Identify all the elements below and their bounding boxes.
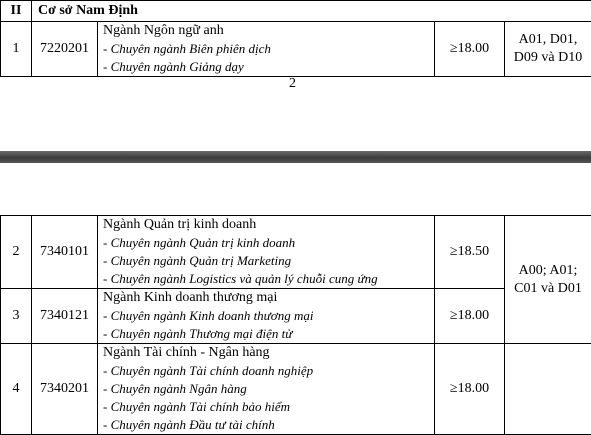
section-roman: II (1, 1, 32, 22)
row-major-cell (98, 22, 435, 77)
row-code: 7340201 (32, 344, 98, 435)
combo-line: A01, D01, (505, 31, 591, 49)
row-code: 7340101 (32, 216, 98, 289)
table-row (1, 289, 591, 344)
admission-table-bottom (0, 215, 591, 435)
page-number: 2 (289, 76, 296, 92)
row-stt: 2 (1, 216, 32, 289)
combo-line: C01 và D01 (505, 280, 591, 298)
page-separator (0, 151, 591, 163)
row-stt: 4 (1, 344, 32, 435)
row-score: ≥18.00 (435, 289, 505, 344)
row-combo (505, 216, 591, 344)
spec-item: - Chuyên ngành Biên phiên dịch (103, 40, 434, 58)
spec-item: - Chuyên ngành Quản trị Marketing (103, 252, 434, 270)
major-name: Ngành Quản trị kinh doanh (103, 216, 434, 234)
row-score: ≥18.50 (435, 216, 505, 289)
spec-item: - Chuyên ngành Quản trị kinh doanh (103, 234, 434, 252)
row-code: 7340121 (32, 289, 98, 344)
row-score: ≥18.00 (435, 22, 505, 77)
table-row (1, 344, 591, 435)
row-stt: 3 (1, 289, 32, 344)
row-stt: 1 (1, 22, 32, 77)
combo-line: A00; A01; (505, 262, 591, 280)
spec-item: - Chuyên ngành Giảng dạy (103, 58, 434, 76)
spec-item: - Chuyên ngành Tài chính bảo hiểm (103, 398, 434, 416)
spec-item: - Chuyên ngành Ngân hàng (103, 380, 434, 398)
row-major-cell (98, 344, 435, 435)
admission-table-top (0, 0, 591, 77)
row-code: 7220201 (32, 22, 98, 77)
major-name: Ngành Tài chính - Ngân hàng (103, 344, 434, 362)
row-score: ≥18.00 (435, 344, 505, 435)
spec-item: - Chuyên ngành Đầu tư tài chính (103, 416, 434, 434)
spec-item: - Chuyên ngành Thương mại điện tử (103, 325, 434, 343)
spec-item: - Chuyên ngành Tài chính doanh nghiệp (103, 362, 434, 380)
table-row (1, 216, 591, 289)
row-combo (505, 22, 591, 77)
major-name: Ngành Kinh doanh thương mại (103, 289, 434, 307)
spec-item: - Chuyên ngành Kinh doanh thương mại (103, 307, 434, 325)
table-row (1, 22, 591, 77)
row-major-cell (98, 289, 435, 344)
section-title: Cơ sở Nam Định (32, 1, 591, 22)
row-combo-empty (505, 344, 591, 435)
section-header-row (1, 1, 591, 22)
major-name: Ngành Ngôn ngữ anh (103, 22, 434, 40)
spec-item: - Chuyên ngành Logistics và quản lý chuỗi cung ứng (103, 270, 434, 288)
row-major-cell (98, 216, 435, 289)
combo-line: D09 và D10 (505, 49, 591, 67)
